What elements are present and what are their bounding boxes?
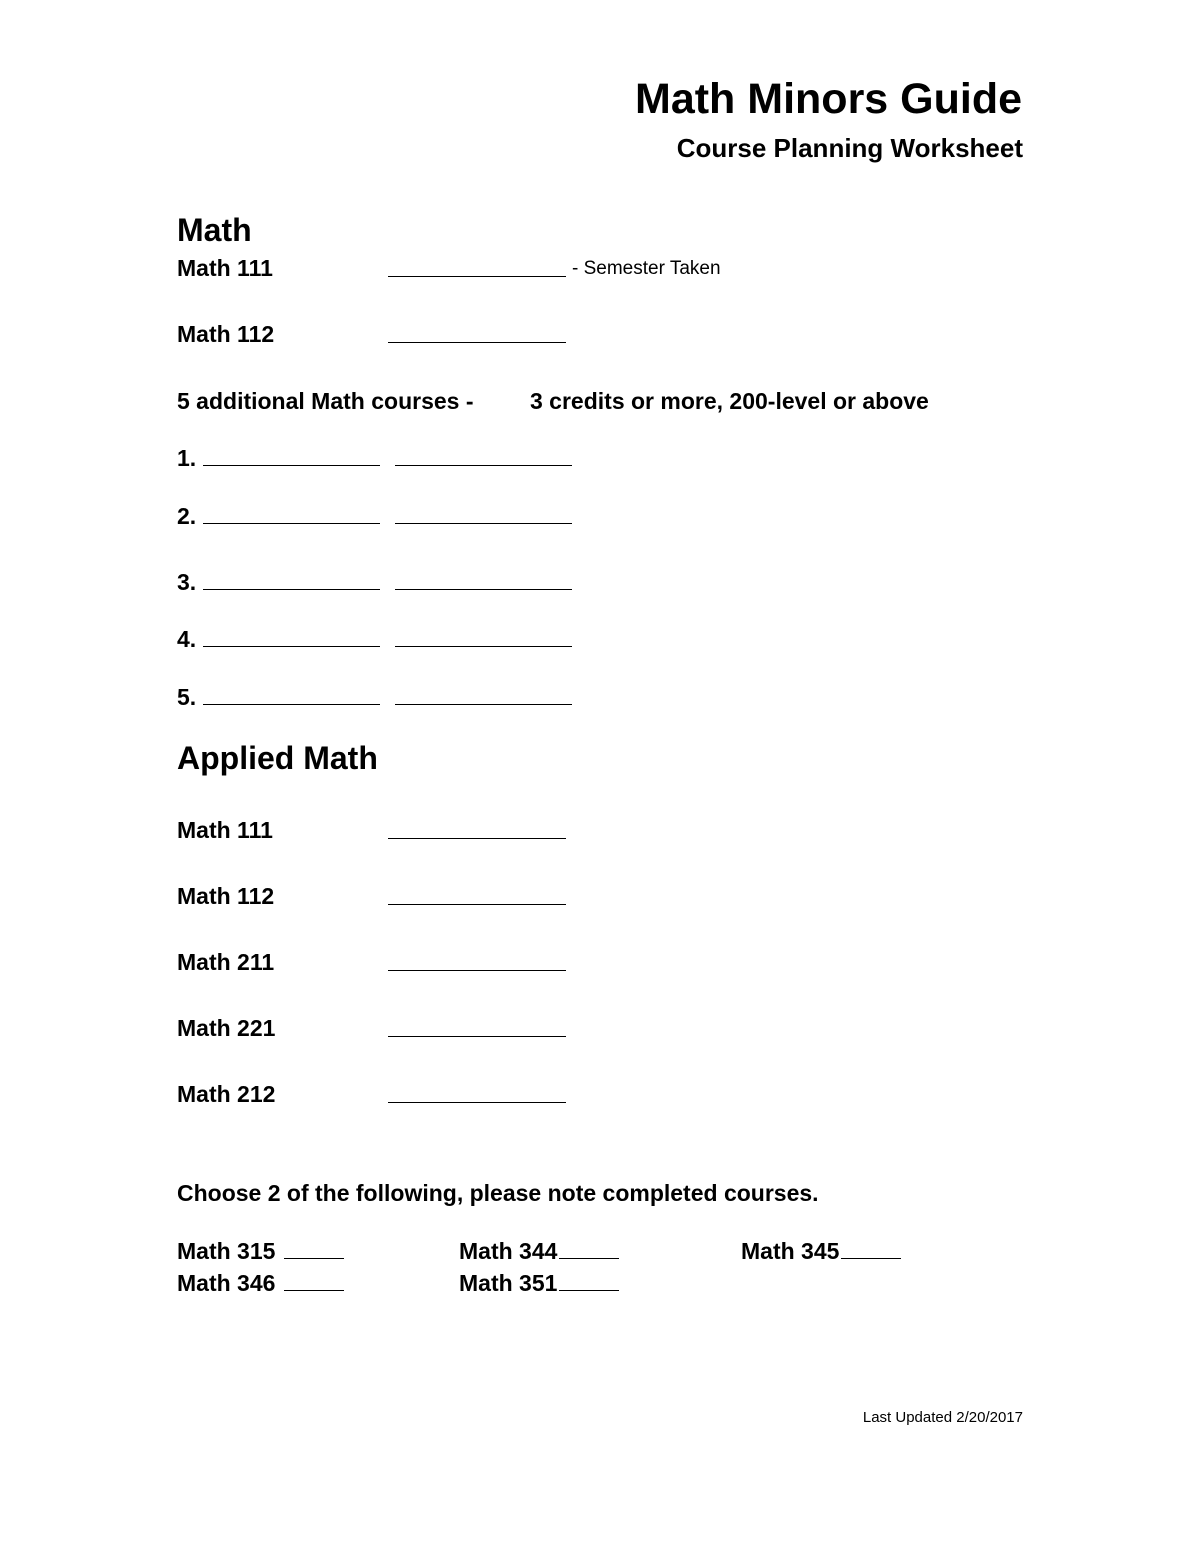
- applied-course-label: Math 112: [177, 883, 275, 909]
- elective-blank[interactable]: [284, 1257, 344, 1259]
- elective-blank[interactable]: [559, 1289, 619, 1291]
- semester-blank[interactable]: [388, 1102, 566, 1103]
- applied-course-label: Math 211: [177, 949, 275, 975]
- semester-blank[interactable]: [395, 646, 572, 647]
- course-blank[interactable]: [203, 589, 380, 590]
- additional-courses-requirement: 3 credits or more, 200-level or above: [530, 388, 929, 414]
- additional-row-number: 4.: [177, 626, 197, 652]
- semester-blank[interactable]: [388, 838, 566, 839]
- additional-row-number: 5.: [177, 684, 197, 710]
- additional-row-number: 2.: [177, 503, 197, 529]
- elective-label: Math 351: [459, 1270, 558, 1296]
- elective-label: Math 344: [459, 1238, 558, 1264]
- math-course-label: Math 112: [177, 321, 275, 347]
- course-blank[interactable]: [203, 646, 380, 647]
- last-updated: Last Updated 2/20/2017: [862, 1409, 1023, 1426]
- additional-row-number: 3.: [177, 569, 197, 595]
- applied-math-section-heading: Applied Math: [177, 740, 378, 776]
- semester-blank[interactable]: [388, 276, 566, 277]
- course-blank[interactable]: [203, 465, 380, 466]
- choose-instructions: Choose 2 of the following, please note completed courses.: [177, 1180, 819, 1206]
- semester-taken-note: - Semester Taken: [572, 258, 721, 279]
- applied-course-label: Math 111: [177, 817, 273, 843]
- elective-option: [459, 1240, 619, 1263]
- additional-row-number: 1.: [177, 445, 197, 471]
- page-title: Math Minors Guide: [635, 75, 1022, 123]
- math-section-heading: Math: [177, 212, 252, 248]
- semester-blank[interactable]: [395, 589, 572, 590]
- course-blank[interactable]: [203, 523, 380, 524]
- semester-blank[interactable]: [395, 523, 572, 524]
- semester-blank[interactable]: [395, 704, 572, 705]
- elective-blank[interactable]: [284, 1289, 344, 1291]
- elective-label: Math 346: [177, 1270, 276, 1296]
- semester-blank[interactable]: [388, 1036, 566, 1037]
- elective-label: Math 315: [177, 1238, 276, 1264]
- elective-option: [177, 1240, 344, 1263]
- math-course-label: Math 111: [177, 255, 273, 281]
- elective-option: [459, 1272, 619, 1295]
- semester-blank[interactable]: [388, 904, 566, 905]
- semester-blank[interactable]: [388, 970, 566, 971]
- applied-course-label: Math 212: [177, 1081, 276, 1107]
- additional-courses-label: 5 additional Math courses -: [177, 388, 474, 414]
- applied-course-label: Math 221: [177, 1015, 276, 1041]
- semester-blank[interactable]: [388, 342, 566, 343]
- elective-blank[interactable]: [559, 1257, 619, 1259]
- semester-blank[interactable]: [395, 465, 572, 466]
- elective-blank[interactable]: [841, 1257, 901, 1259]
- elective-option: [177, 1272, 344, 1295]
- elective-label: Math 345: [741, 1238, 840, 1264]
- elective-option: [741, 1240, 901, 1263]
- page-subtitle: Course Planning Worksheet: [676, 133, 1023, 163]
- course-blank[interactable]: [203, 704, 380, 705]
